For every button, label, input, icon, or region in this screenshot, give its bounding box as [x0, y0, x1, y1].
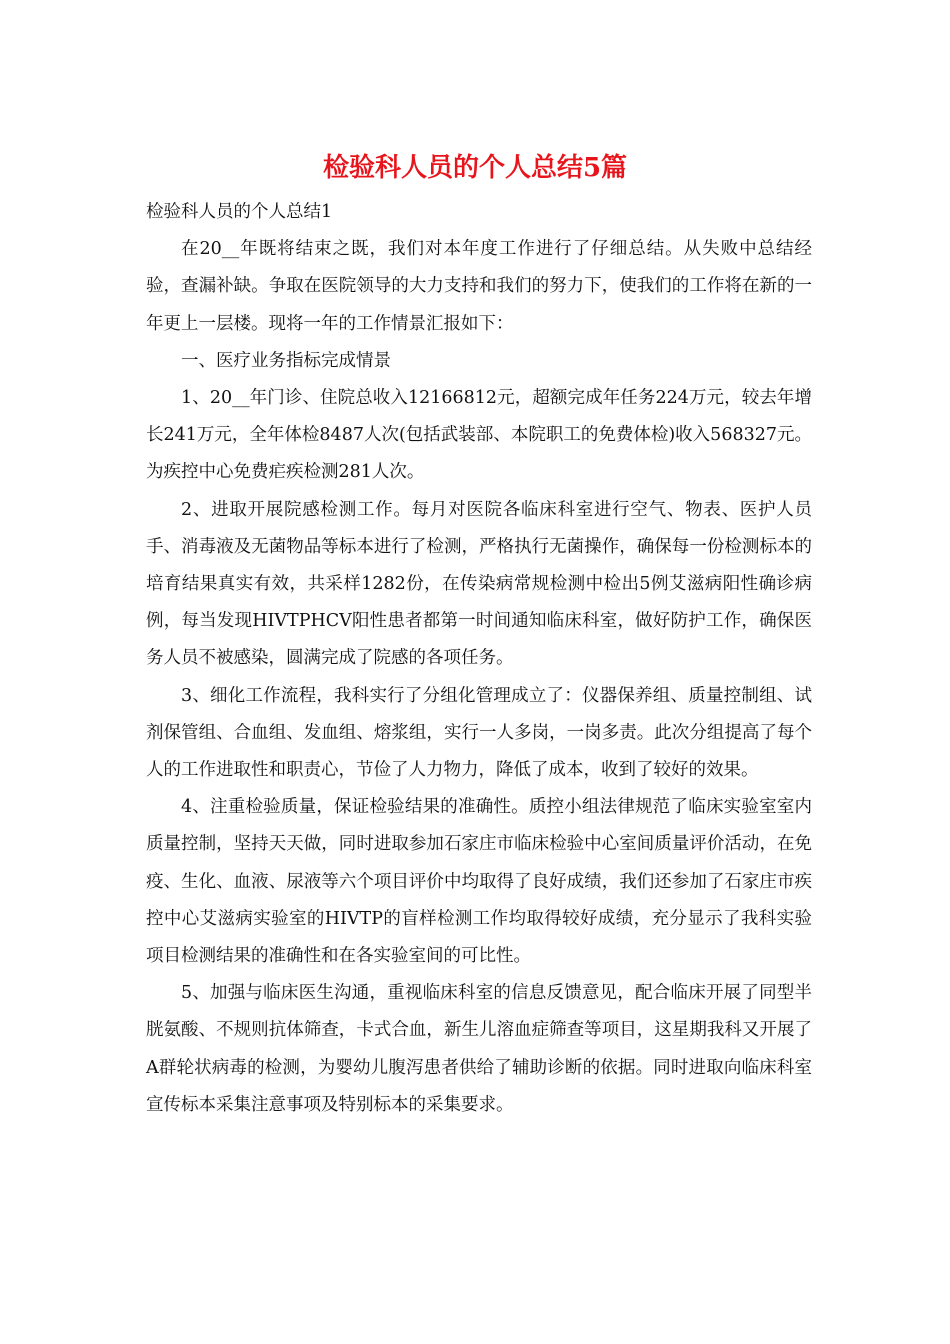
section-subtitle: 检验科人员的个人总结1 — [146, 202, 333, 222]
paragraph-intro: 在20__年既将结束之既，我们对本年度工作进行了仔细总结。从失败中总结经验，查漏补缺。争取在医院领导的大力支持和我们的努力下，使我们的工作将在新的一年更上一层楼。现将一年的工作情景汇报如下： — [146, 239, 812, 334]
document-title: 检验科人员的个人总结5篇 — [322, 153, 628, 183]
paragraph-item-1: 1、20__年门诊、住院总收入12166812元，超额完成年任务224万元，较去年增长241万元，全年体检8487人次(包括武装部、本院职工的免费体检)收入568327元。为疾控中心免费疟疾检测281人次。 — [146, 388, 812, 483]
paragraph-item-3: 3、细化工作流程，我科实行了分组化管理成立了：仪器保养组、质量控制组、试剂保管组、合血组、发血组、熔浆组，实行一人多岗，一岗多责。此次分组提高了每个人的工作进取性和职责心，节俭了人力物力，降低了成本，收到了较好的效果。 — [146, 685, 812, 781]
paragraph-item-5: 5、加强与临床医生沟通，重视临床科室的信息反馈意见，配合临床开展了同型半胱氨酸、不规则抗体筛查，卡式合血，新生儿溶血症筛查等项目，这星期我科又开展了A群轮状病毒的检测，为婴幼儿腹泻患者供给了辅助诊断的依据。同时进取向临床科室宣传标本采集注意事项及特别标本的采集要求。 — [146, 983, 812, 1115]
section-heading: 一、医疗业务指标完成情景 — [181, 350, 391, 371]
paragraph-item-2: 2、进取开展院感检测工作。每月对医院各临床科室进行空气、物表、医护人员手、消毒液及无菌物品等标本进行了检测，严格执行无菌操作，确保每一份检测标本的培育结果真实有效，共采样1282份，在传染病常规检测中检出5例艾滋病阳性确诊病例，每当发现HIVTPHCV阳性患者都第一时间通知临床科室，做好防护工作，确保医务人员不被感染，圆满完成了院感的各项任务。 — [146, 499, 812, 669]
document-body — [146, 194, 812, 1124]
paragraph-item-4: 4、注重检验质量，保证检验结果的准确性。质控小组法律规范了临床实验室室内质量控制，坚持天天做，同时进取参加石家庄市临床检验中心室间质量评价活动，在免疫、生化、血液、尿液等六个项目评价中均取得了良好成绩，我们还参加了石家庄市疾控中心艾滋病实验室的HIVTP的盲样检测工作均取得较好成绩，充分显示了我科实验项目检测结果的准确性和在各实验室间的可比性。 — [146, 797, 812, 967]
